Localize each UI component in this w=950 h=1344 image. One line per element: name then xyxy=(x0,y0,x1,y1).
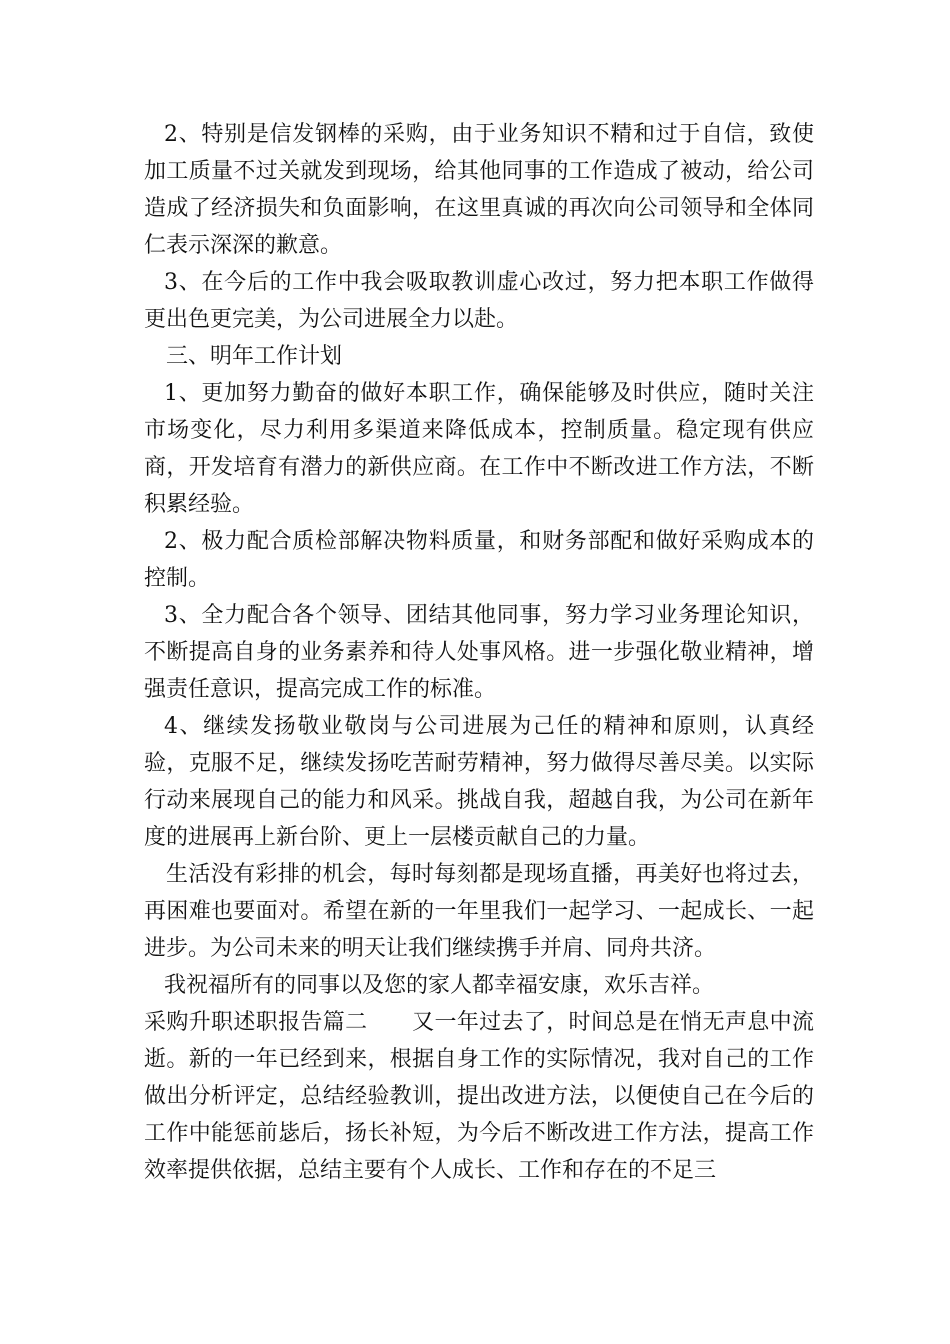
paragraph-wishes: 我祝福所有的同事以及您的家人都幸福安康，欢乐吉祥。 xyxy=(164,973,715,998)
paragraph-plan-2: 2、极力配合质检部解决物料质量，和财务部配和做好采购成本的控制。 xyxy=(144,529,814,591)
paragraph-plan-3: 3、全力配合各个领导、团结其他同事，努力学习业务理论知识，不断提高自身的业务素养和待人处事风格。进一步强化敬业精神，增强责任意识，提高完成工作的标准。 xyxy=(144,603,814,702)
paragraph-closing: 生活没有彩排的机会，每时每刻都是现场直播，再美好也将过去，再困难也要面对。希望在新的一年里我们一起学习、一起成长、一起进步。为公司未来的明天让我们继续携手并肩、同舟共济。 xyxy=(144,862,814,961)
document-page xyxy=(144,116,814,1189)
paragraph-plan-4: 4、继续发扬敬业敬岗与公司进展为己任的精神和原则，认真经验，克服不足，继续发扬吃苦耐劳精神，努力做得尽善尽美。以实际行动来展现自己的能力和风采。挑战自我，超越自我，为公司在新年度的进展再上新台阶、更上一层楼贡献自己的力量。 xyxy=(144,714,814,850)
paragraph-item-3: 3、在今后的工作中我会吸取教训虚心改过，努力把本职工作做得更出色更完美，为公司进展全力以赴。 xyxy=(144,270,814,332)
paragraph-plan-1: 1、更加努力勤奋的做好本职工作，确保能够及时供应，随时关注市场变化，尽力利用多渠道来降低成本，控制质量。稳定现有供应商，开发培育有潜力的新供应商。在工作中不断改进工作方法，不断积累经验。 xyxy=(144,381,814,517)
paragraph-item-2: 2、特别是信发钢棒的采购，由于业务知识不精和过于自信，致使加工质量不过关就发到现场，给其他同事的工作造成了被动，给公司造成了经济损失和负面影响，在这里真诚的再次向公司领导和全体同仁表示深深的歉意。 xyxy=(144,122,814,258)
section-heading-plan: 三、明年工作计划 xyxy=(166,344,343,369)
paragraph-report-two: 采购升职述职报告篇二 又一年过去了，时间总是在悄无声息中流逝。新的一年已经到来，根据自身工作的实际情况，我对自己的工作做出分析评定，总结经验教训，提出改进方法，以便使自己在今后的工作中能惩前毖后，扬长补短，为今后不断改进工作方法，提高工作效率提供依据，总结主要有个人成长、工作和存在的不足三 xyxy=(144,1010,814,1183)
